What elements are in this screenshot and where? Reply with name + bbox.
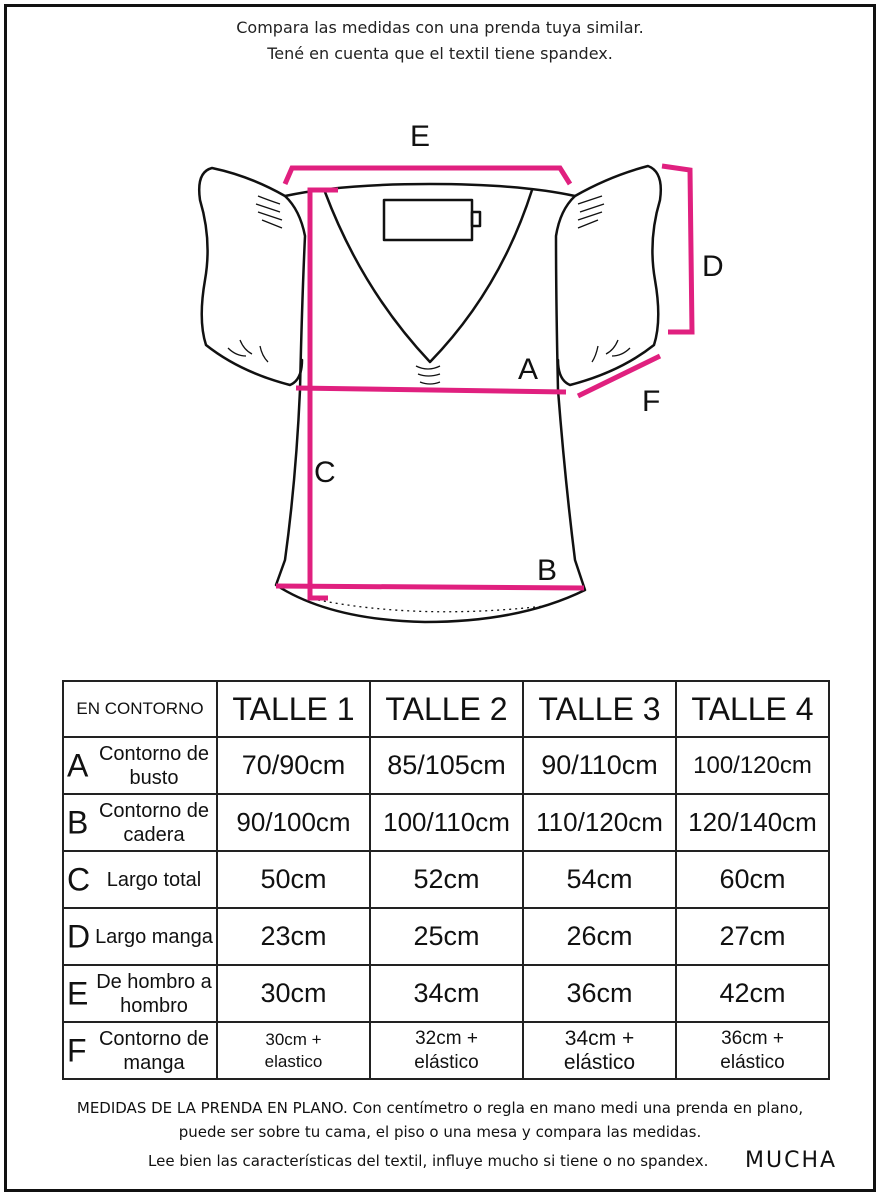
label-a: A xyxy=(518,353,539,386)
garment-left-sleeve xyxy=(199,168,302,385)
table-cell: 120/140cm xyxy=(676,794,829,851)
table-header-row xyxy=(63,681,829,737)
table-cell: 85/105cm xyxy=(370,737,523,794)
label-f: F xyxy=(642,385,661,418)
row-letter: F xyxy=(67,1032,87,1068)
table-cell: 54cm xyxy=(523,851,676,908)
header-talle-3: TALLE 3 xyxy=(523,681,676,737)
intro-line-2: Tené en cuenta que el textil tiene spandex. xyxy=(267,44,613,63)
garment-neckline xyxy=(325,190,532,362)
brand-logo: MUCHA xyxy=(745,1148,838,1173)
row-name: De hombro a hombro xyxy=(96,970,212,1017)
footer-line-1: MEDIDAS DE LA PRENDA EN PLANO. Con centímetro o regla en mano medi una prenda en plano, xyxy=(76,1099,804,1117)
table-cell: 42cm xyxy=(676,965,829,1022)
row-label-c xyxy=(63,851,217,908)
row-name: Contorno de cadera xyxy=(98,799,210,846)
table-cell: 25cm xyxy=(370,908,523,965)
row-letter: A xyxy=(67,747,89,783)
table-cell: 50cm xyxy=(217,851,370,908)
footer-line-2: puede ser sobre tu cama, el piso o una mesa y compara las medidas. xyxy=(178,1123,702,1141)
table-row xyxy=(63,851,829,908)
label-b: B xyxy=(537,554,558,587)
row-label-f xyxy=(63,1022,217,1079)
row-letter: E xyxy=(67,975,89,1011)
row-name: Contorno de busto xyxy=(98,742,210,789)
garment-tag xyxy=(384,200,472,240)
label-e: E xyxy=(410,120,431,153)
table-cell: 60cm xyxy=(676,851,829,908)
label-c: C xyxy=(314,456,336,489)
table-cell: 30cm + elastico xyxy=(217,1022,370,1079)
table-cell: 36cm xyxy=(523,965,676,1022)
table-cell: 110/120cm xyxy=(523,794,676,851)
table-cell: 70/90cm xyxy=(217,737,370,794)
row-letter: C xyxy=(67,861,91,897)
table-cell: 90/110cm xyxy=(523,737,676,794)
row-letter: D xyxy=(67,918,91,954)
row-letter: B xyxy=(67,804,89,840)
table-cell: 23cm xyxy=(217,908,370,965)
table-cell: 32cm + elástico xyxy=(370,1022,523,1079)
table-cell: 27cm xyxy=(676,908,829,965)
measure-line-d xyxy=(662,166,692,332)
measure-line-a xyxy=(296,388,566,392)
row-label-b xyxy=(63,794,217,851)
row-name: Largo manga xyxy=(95,925,213,948)
row-name: Contorno de manga xyxy=(98,1027,210,1074)
footer-line-3: Lee bien las características del textil, influye mucho si tiene o no spandex. xyxy=(148,1152,709,1170)
measure-line-c xyxy=(310,190,338,598)
size-table xyxy=(62,680,830,1080)
table-cell: 36cm + elástico xyxy=(676,1022,829,1079)
table-cell: 100/120cm xyxy=(676,737,829,794)
table-cell: 26cm xyxy=(523,908,676,965)
table-row xyxy=(63,737,829,794)
table-row xyxy=(63,908,829,965)
table-cell: 34cm + elástico xyxy=(523,1022,676,1079)
header-talle-1: TALLE 1 xyxy=(217,681,370,737)
table-cell: 34cm xyxy=(370,965,523,1022)
table-row xyxy=(63,965,829,1022)
row-label-e xyxy=(63,965,217,1022)
label-d: D xyxy=(702,250,724,283)
garment-tag-tab xyxy=(472,212,480,226)
table-row xyxy=(63,794,829,851)
row-label-d xyxy=(63,908,217,965)
table-cell: 30cm xyxy=(217,965,370,1022)
intro-line-1: Compara las medidas con una prenda tuya similar. xyxy=(236,18,644,37)
table-cell: 52cm xyxy=(370,851,523,908)
table-cell: 90/100cm xyxy=(217,794,370,851)
table-cell: 100/110cm xyxy=(370,794,523,851)
header-talle-4: TALLE 4 xyxy=(676,681,829,737)
table-row xyxy=(63,1022,829,1079)
row-name: Largo total xyxy=(106,868,202,891)
header-en-contorno: EN CONTORNO xyxy=(63,681,217,737)
row-label-a xyxy=(63,737,217,794)
header-talle-2: TALLE 2 xyxy=(370,681,523,737)
measure-line-e xyxy=(285,168,570,184)
